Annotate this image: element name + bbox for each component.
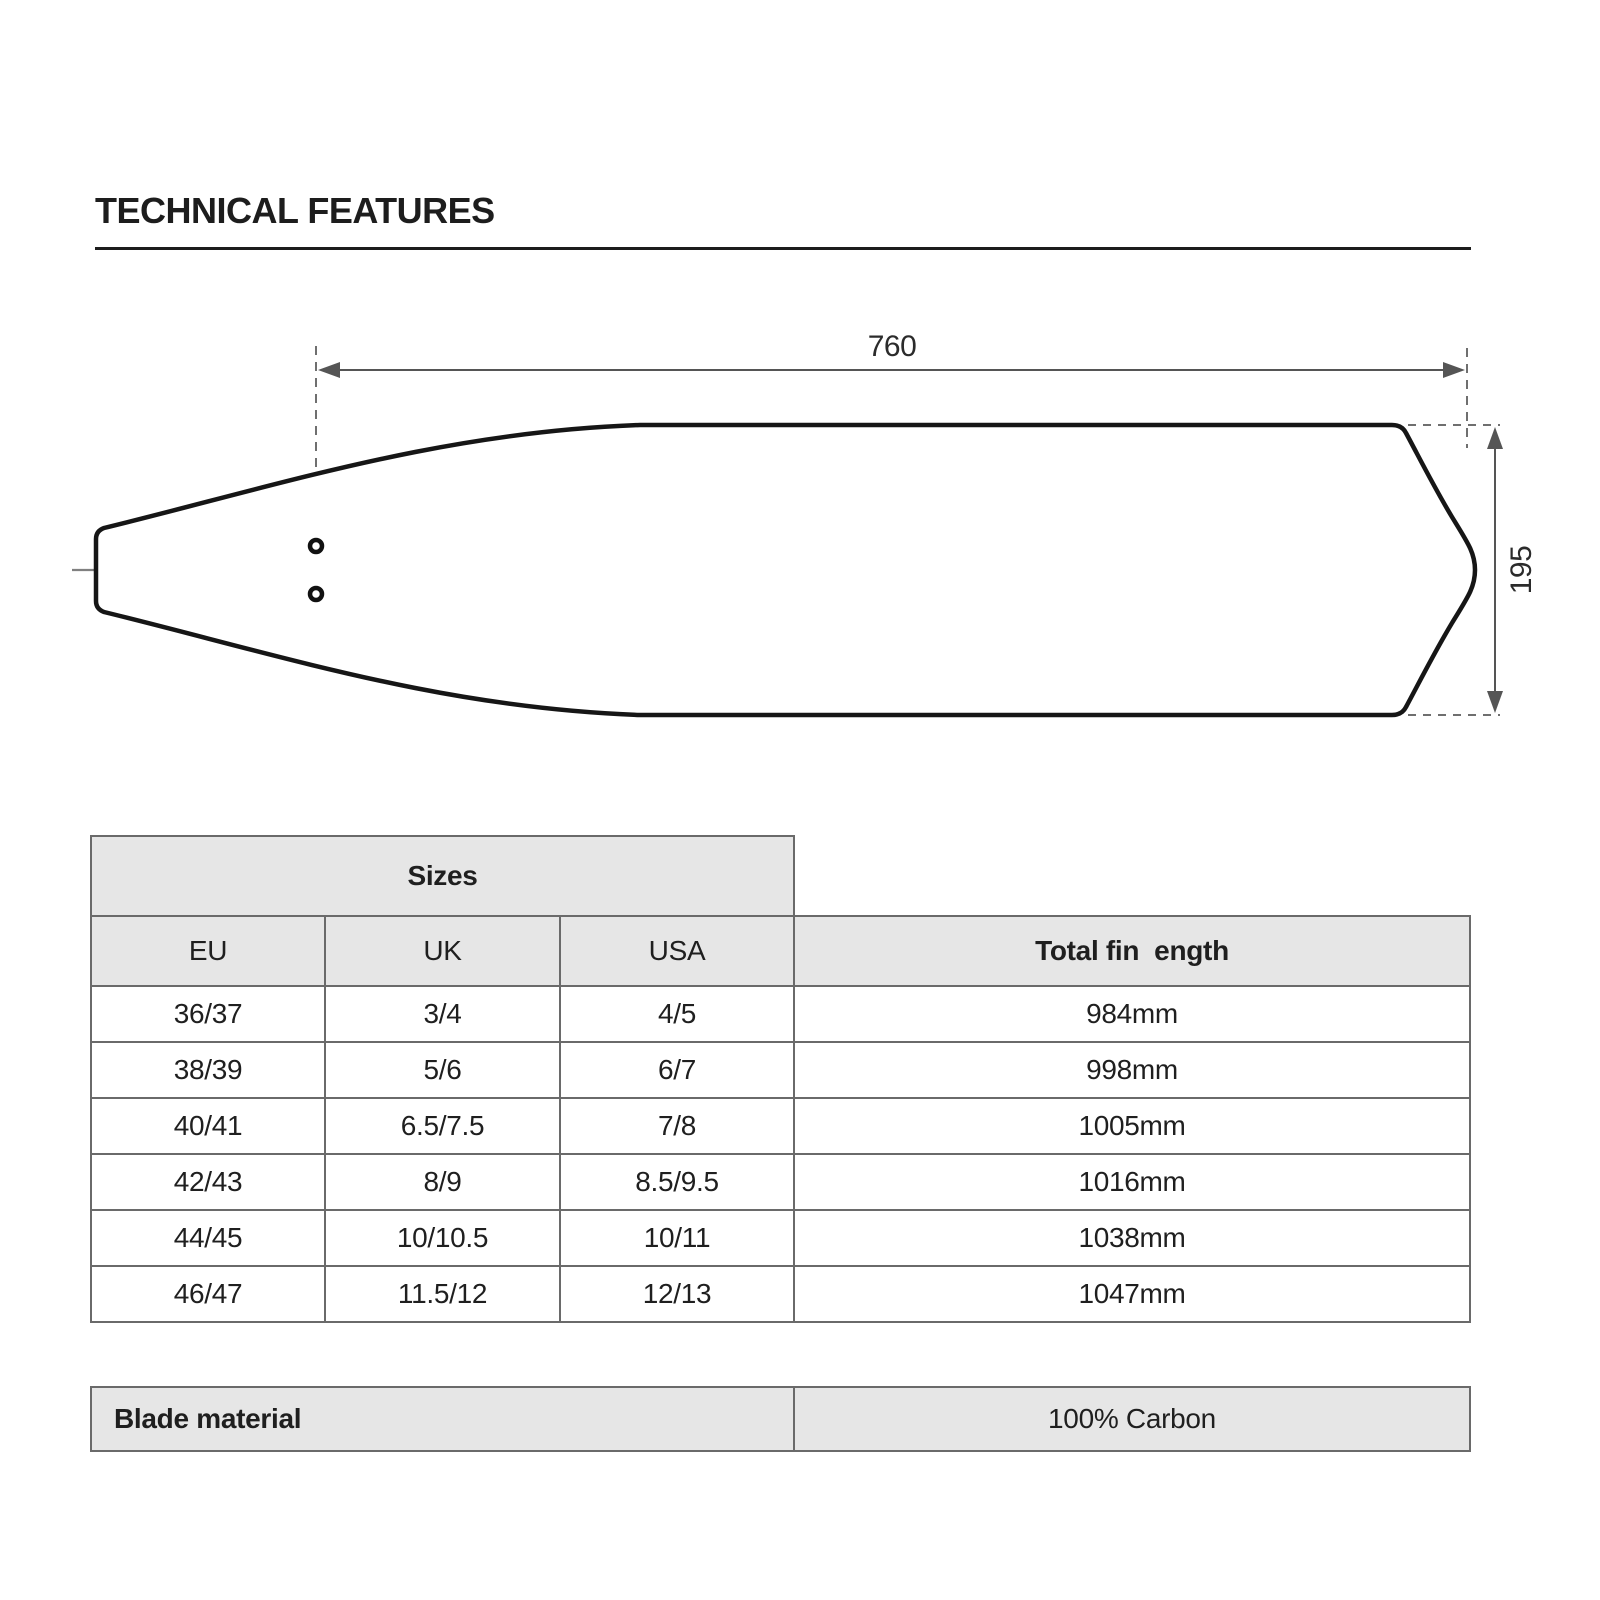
eu-size-cell: 36/37 [91,986,325,1042]
width-dimension-label: 195 [1505,545,1538,595]
blade-outline [96,425,1475,715]
table-row [91,1042,1470,1098]
sizes-group-header-row [91,836,1470,916]
usa-size-cell: 7/8 [560,1098,794,1154]
eu-size-cell: 44/45 [91,1210,325,1266]
material-label: Blade material [91,1387,794,1451]
material-value: 100% Carbon [794,1387,1470,1451]
page-title: TECHNICAL FEATURES [95,190,495,231]
eu-size-cell: 40/41 [91,1098,325,1154]
column-header-eu: EU [91,916,325,986]
fin-length-cell: 1016mm [794,1154,1470,1210]
width-arrowhead-top [1487,427,1503,449]
table-row [91,986,1470,1042]
fin-length-cell: 998mm [794,1042,1470,1098]
length-arrowhead-right [1443,362,1465,378]
uk-size-cell: 3/4 [325,986,560,1042]
table-row [91,1210,1470,1266]
material-row [91,1387,1470,1451]
fin-length-cell: 1047mm [794,1266,1470,1322]
length-arrowhead-left [318,362,340,378]
uk-size-cell: 6.5/7.5 [325,1098,560,1154]
material-table [90,1386,1471,1452]
uk-size-cell: 5/6 [325,1042,560,1098]
usa-size-cell: 12/13 [560,1266,794,1322]
fin-blade-diagram [0,300,1600,760]
table-row [91,1266,1470,1322]
mounting-hole-top [310,540,322,552]
column-header-row [91,916,1470,986]
usa-size-cell: 4/5 [560,986,794,1042]
column-header-total-fin-length: Total fin ength [794,916,1470,986]
uk-size-cell: 8/9 [325,1154,560,1210]
title-divider [95,247,1471,250]
usa-size-cell: 8.5/9.5 [560,1154,794,1210]
fin-length-cell: 1038mm [794,1210,1470,1266]
sizes-group-header: Sizes [91,836,794,916]
length-dimension-label: 760 [867,330,917,363]
uk-size-cell: 10/10.5 [325,1210,560,1266]
column-header-uk: UK [325,916,560,986]
empty-header-cell [794,836,1470,916]
eu-size-cell: 46/47 [91,1266,325,1322]
usa-size-cell: 6/7 [560,1042,794,1098]
eu-size-cell: 38/39 [91,1042,325,1098]
mounting-hole-bottom [310,588,322,600]
table-row [91,1154,1470,1210]
sizes-table [90,835,1471,1323]
fin-length-cell: 984mm [794,986,1470,1042]
fin-length-cell: 1005mm [794,1098,1470,1154]
usa-size-cell: 10/11 [560,1210,794,1266]
uk-size-cell: 11.5/12 [325,1266,560,1322]
width-arrowhead-bottom [1487,691,1503,713]
eu-size-cell: 42/43 [91,1154,325,1210]
column-header-usa: USA [560,916,794,986]
table-row [91,1098,1470,1154]
